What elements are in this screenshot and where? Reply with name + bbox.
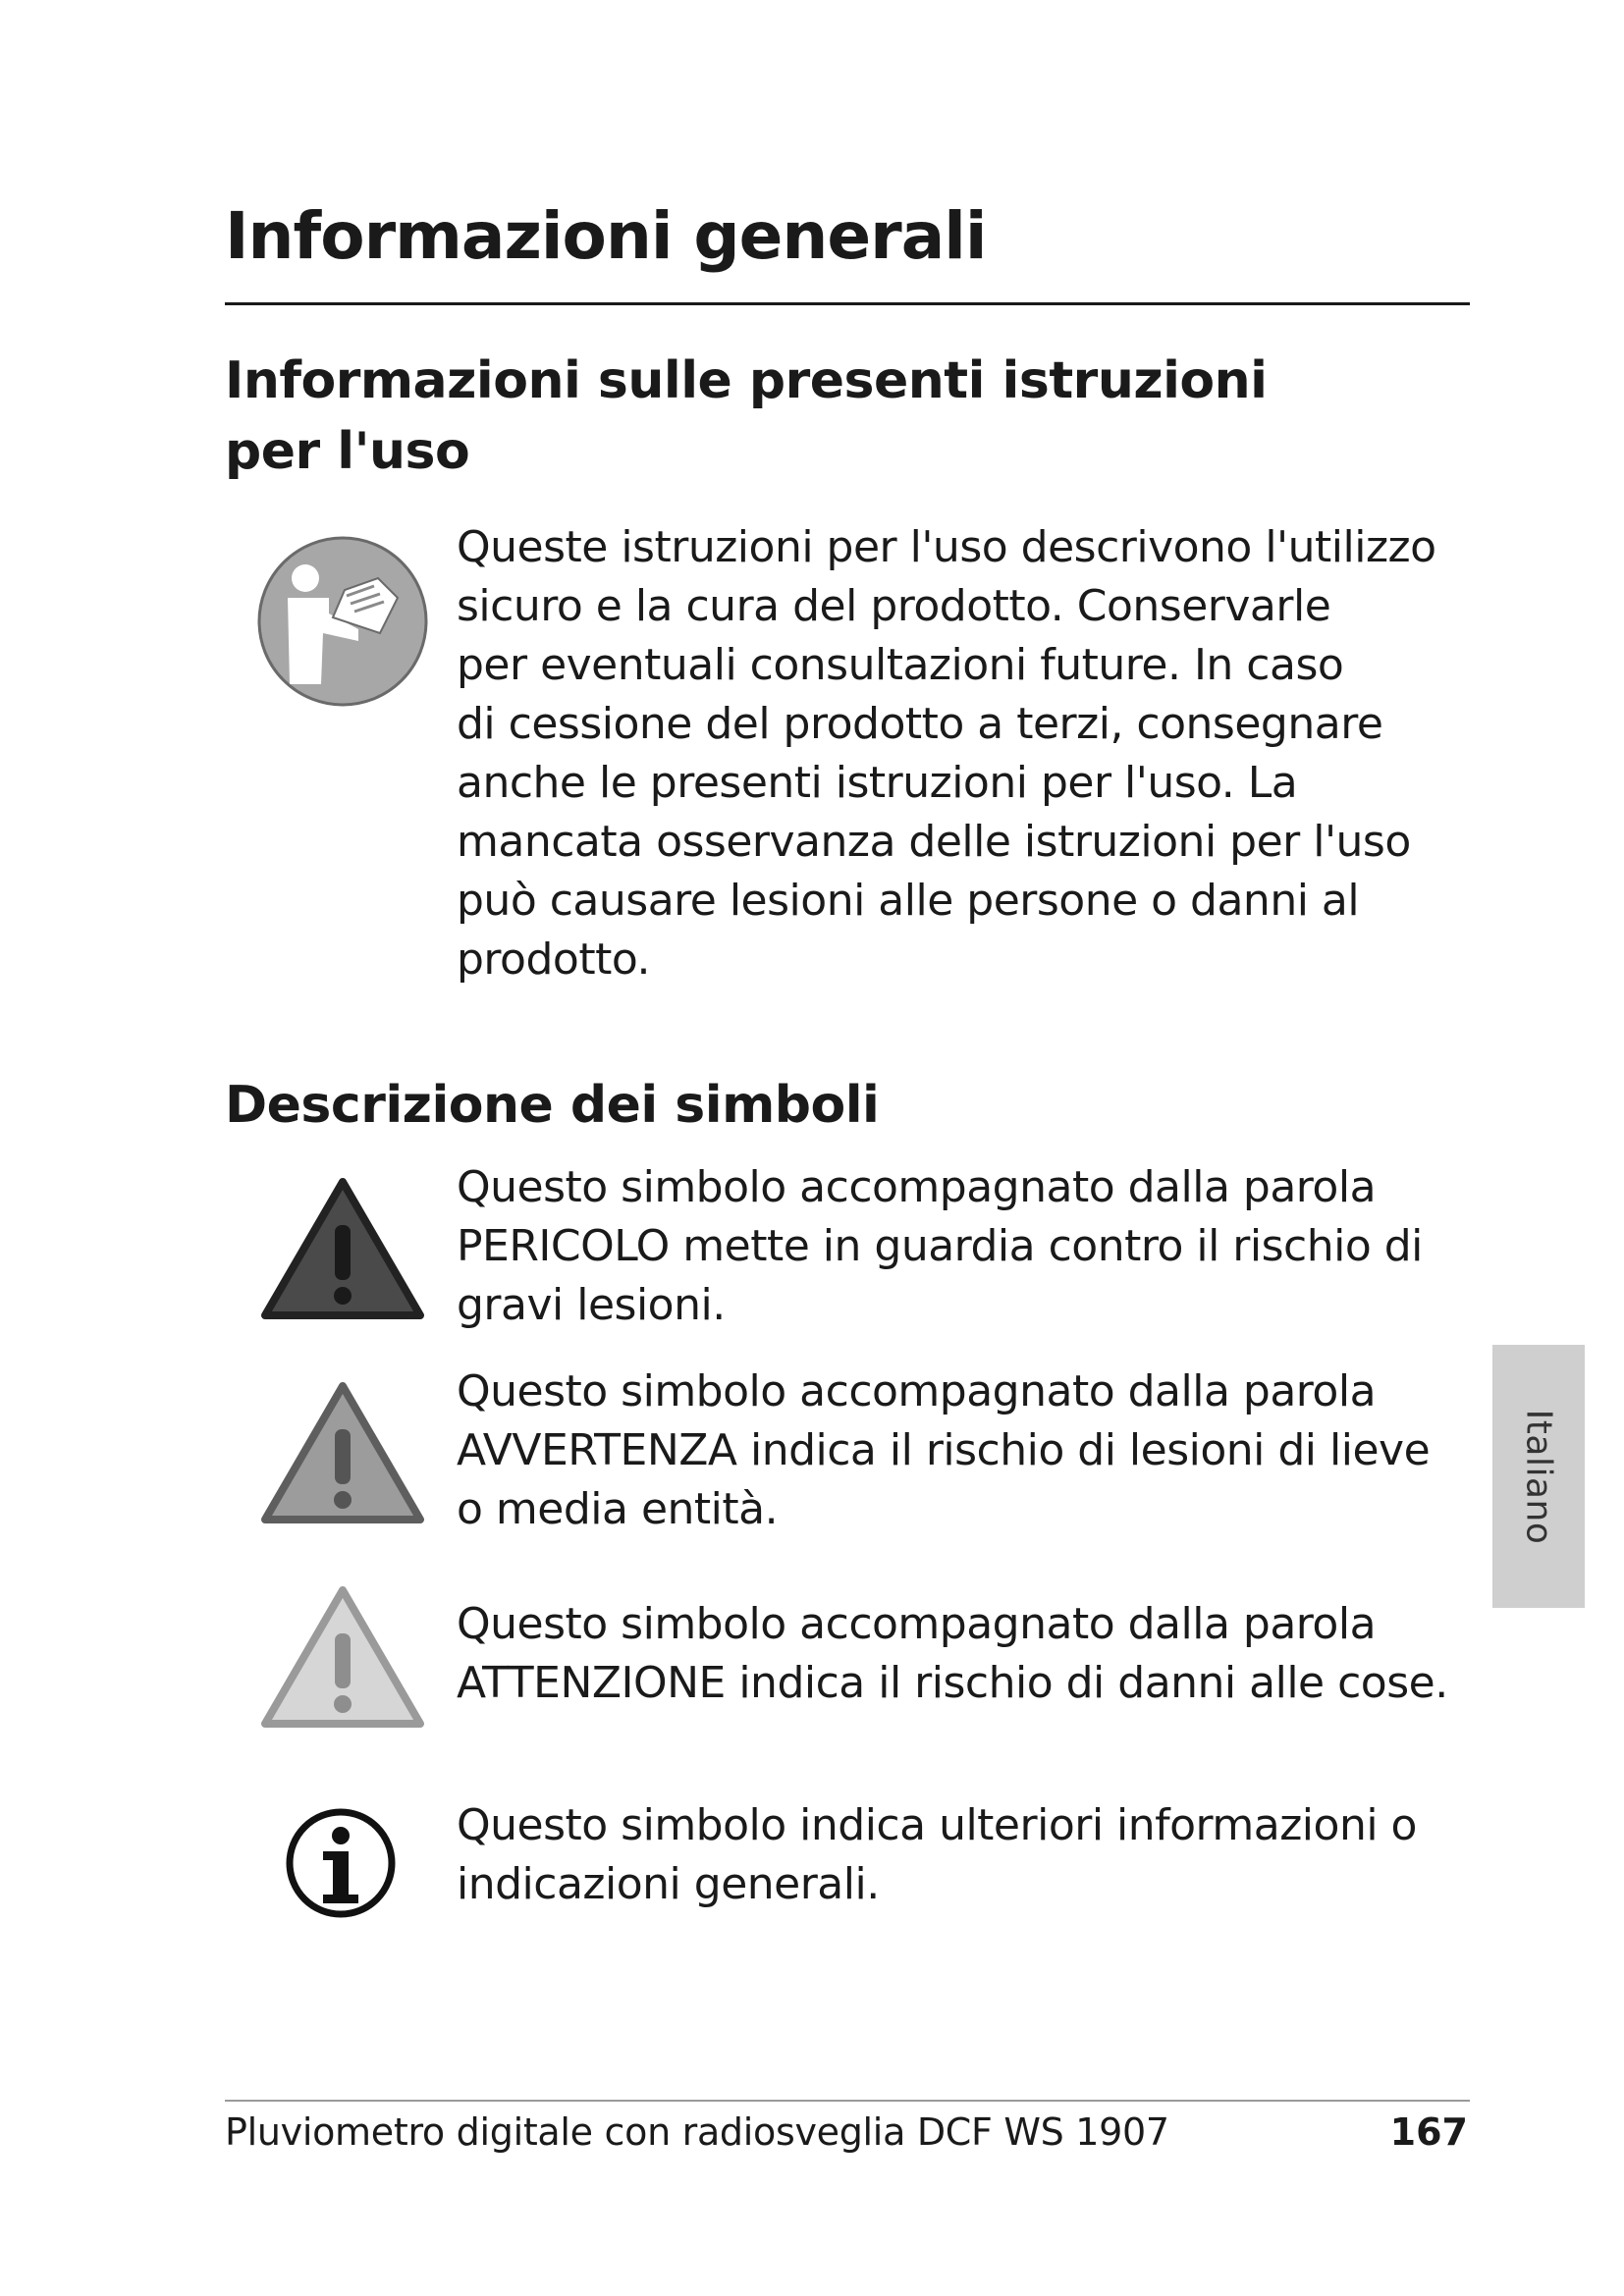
danger-warning-icon — [259, 1176, 426, 1323]
text-line: AVVERTENZA indica il rischio di lesioni di lieve — [457, 1425, 1431, 1475]
read-manual-icon — [256, 535, 429, 708]
text-line: mancata osservanza delle istruzioni per l'uso — [457, 817, 1411, 867]
section-heading-about — [225, 346, 1268, 487]
text-line: o media entità. — [457, 1484, 779, 1534]
footer-divider — [225, 2100, 1470, 2102]
language-tab-label: Italiano — [1518, 1409, 1559, 1544]
text-line: Questo simbolo indica ulteriori informazioni o — [457, 1800, 1417, 1850]
section-heading-about-line2: per l'uso — [225, 422, 470, 481]
caution-description — [457, 1595, 1478, 1713]
title-divider — [225, 302, 1470, 305]
section-heading-about-line1: Informazioni sulle presenti istruzioni — [225, 351, 1268, 410]
text-line: indicazioni generali. — [457, 1859, 880, 1909]
language-tab — [1492, 1345, 1585, 1608]
text-line: prodotto. — [457, 934, 650, 985]
section-heading-symbols: Descrizione dei simboli — [225, 1076, 880, 1135]
caution-icon — [259, 1584, 426, 1732]
page-number: 167 — [1389, 2110, 1468, 2154]
text-line: Questo simbolo accompagnato dalla parola — [457, 1162, 1377, 1212]
text-line: Questo simbolo accompagnato dalla parola — [457, 1366, 1377, 1416]
danger-description — [457, 1158, 1478, 1335]
warning-description — [457, 1362, 1478, 1539]
text-line: Questo simbolo accompagnato dalla parola — [457, 1599, 1377, 1649]
info-icon — [284, 1806, 398, 1920]
text-line: anche le presenti istruzioni per l'uso. La — [457, 758, 1298, 808]
about-paragraph — [457, 518, 1478, 989]
warning-icon — [259, 1380, 426, 1527]
text-line: sicuro e la cura del prodotto. Conservarle — [457, 581, 1331, 631]
text-line: ATTENZIONE indica il rischio di danni alle cose. — [457, 1658, 1448, 1708]
text-line: può causare lesioni alle persone o danni al — [457, 876, 1360, 926]
text-line: PERICOLO mette in guardia contro il rischio di — [457, 1221, 1423, 1271]
text-line: per eventuali consultazioni future. In caso — [457, 640, 1344, 690]
footer-product-name: Pluviometro digitale con radiosveglia DCF WS 1907 — [225, 2110, 1169, 2154]
text-line: Queste istruzioni per l'uso descrivono l'utilizzo — [457, 522, 1436, 572]
info-description — [457, 1796, 1478, 1914]
text-line: di cessione del prodotto a terzi, consegnare — [457, 699, 1383, 749]
text-line: gravi lesioni. — [457, 1280, 726, 1330]
page-title: Informazioni generali — [225, 198, 987, 274]
